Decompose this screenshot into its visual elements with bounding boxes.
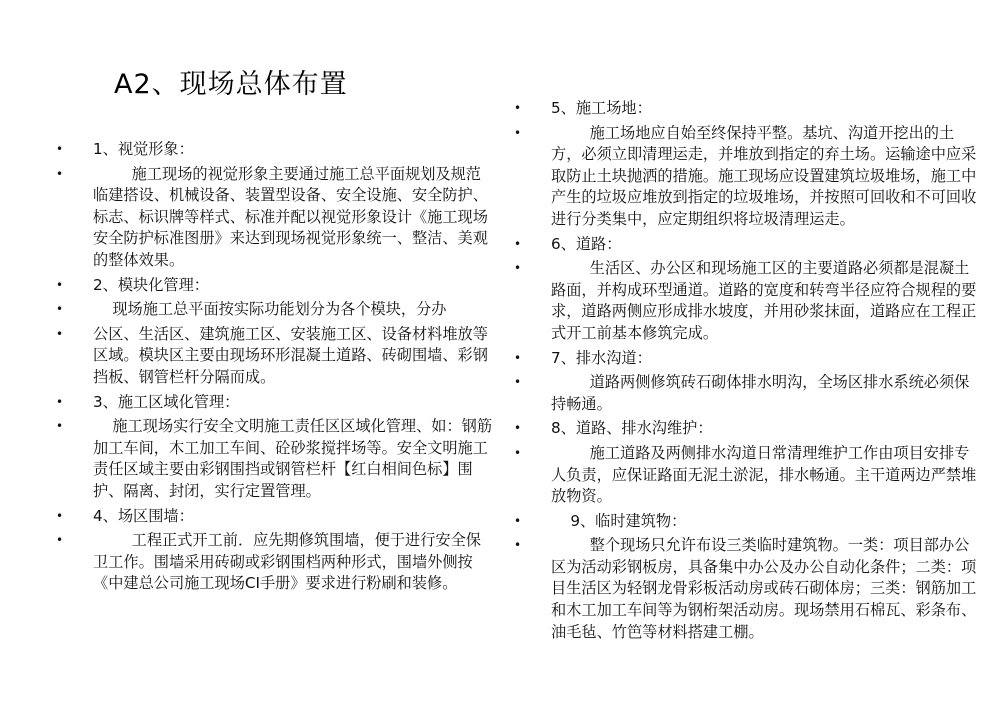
page-title: A2、现场总体布置 (114, 69, 348, 100)
left-column (56, 139, 496, 598)
section-body: 施工道路及两侧排水沟道日常清理维护工作由项目安排专人负责，应保证路面无泥土淤泥，排水畅通。主干道两边严禁堆放物资。 (551, 443, 977, 506)
section-body: 施工现场实行安全文明施工责任区区域化管理、如：钢筋加工车间，木工加工车间、砼砂浆搅拌场等。安全文明施工责任区域主要由彩钢围挡或钢管栏杆【红白相间色标】围护、隔离、封闭，实行定置管理。 (93, 417, 492, 500)
list-item (514, 535, 984, 643)
section-heading: 5、施工场地： (551, 99, 652, 117)
section-body: 工程正式开工前．应先期修筑围墙，便于进行安全保卫工作。围墙采用砖砌或彩钢围档两种形式，围墙外侧按《中建总公司施工现场CI手册》要求进行粉刷和装修。 (93, 531, 481, 593)
list-item (56, 416, 496, 502)
list-item (514, 98, 984, 120)
list-item (514, 123, 984, 231)
section-heading: 6、道路： (551, 234, 622, 253)
section-body: 道路两侧修筑砖石砌体排水明沟，全场区排水系统必须保持畅通。 (551, 373, 970, 413)
section-body: 生活区、办公区和现场施工区的主要道路必须都是混凝土路面，并构成环型通道。道路的宽度和转弯半径应符合规程的要求，道路两侧应形成排水坡度，并用砂浆抹面，道路应在工程正式开工前基本修筑完成。 (551, 259, 977, 342)
section-body: 现场施工总平面按实际功能划分为各个模块，分办 (93, 300, 447, 319)
section-body: 公区、生活区、建筑施工区、安装施工区、设备材料堆放等区域。模块区主要由现场环形混凝土道路、砖砌围墙、彩钢挡板、钢管栏杆分隔而成。 (93, 324, 488, 386)
section-heading: 3、施工区域化管理： (93, 392, 240, 411)
list-item (56, 392, 496, 414)
right-column (514, 98, 984, 646)
section-heading: 2、模块化管理： (93, 275, 209, 294)
list-item (56, 139, 496, 161)
section-body: 整个现场只允许布设三类临时建筑物。一类：项目部办公区为活动彩钢板房，具备集中办公及办公自动化条件；二类：项目生活区为轻钢龙骨彩板活动房或砖石砌体房；三类：钢筋加工和木工加工车间等为钢桁架活动房。现场禁用石棉瓦、彩条布、油毛毡、竹笆等材料搭建工棚。 (551, 536, 977, 641)
list-item (514, 511, 984, 533)
list-item (514, 348, 984, 370)
list-item (56, 299, 496, 321)
section-heading: 9、临时建筑物： (551, 511, 687, 530)
list-item (56, 164, 496, 272)
list-item (514, 234, 984, 256)
section-heading: 8、道路、排水沟维护： (551, 419, 713, 438)
list-item (514, 443, 984, 508)
list-item (514, 258, 984, 344)
list-item (56, 275, 496, 297)
list-item (56, 506, 496, 528)
section-body: 施工场地应自始至终保持平整。基坑、沟道开挖出的土方，必须立即清理运走，并堆放到指定的弃土场。运输途中应采取防止土块抛洒的措施。施工现场应设置建筑垃圾堆场，施工中产生的垃圾应堆放到指定的垃圾堆场，并按照可回收和不可回收进行分类集中，应定期组织将垃圾清理运走。 (551, 123, 977, 228)
list-item (514, 372, 984, 415)
section-body: 施工现场的视觉形象主要通过施工总平面规划及规范临建搭设、机械设备、装置型设备、安全设施、安全防护、标志、标识牌等样式、标准并配以视觉形象设计《施工现场安全防护标准图册》来达到现场视觉形象统一、整洁、美观的整体效果。 (93, 164, 488, 269)
list-item (514, 418, 984, 440)
section-heading: 1、视觉形象： (93, 140, 194, 158)
section-heading: 7、排水沟道： (551, 348, 652, 367)
list-item (56, 530, 496, 595)
list-item (56, 324, 496, 389)
section-heading: 4、场区围墙： (93, 506, 194, 525)
